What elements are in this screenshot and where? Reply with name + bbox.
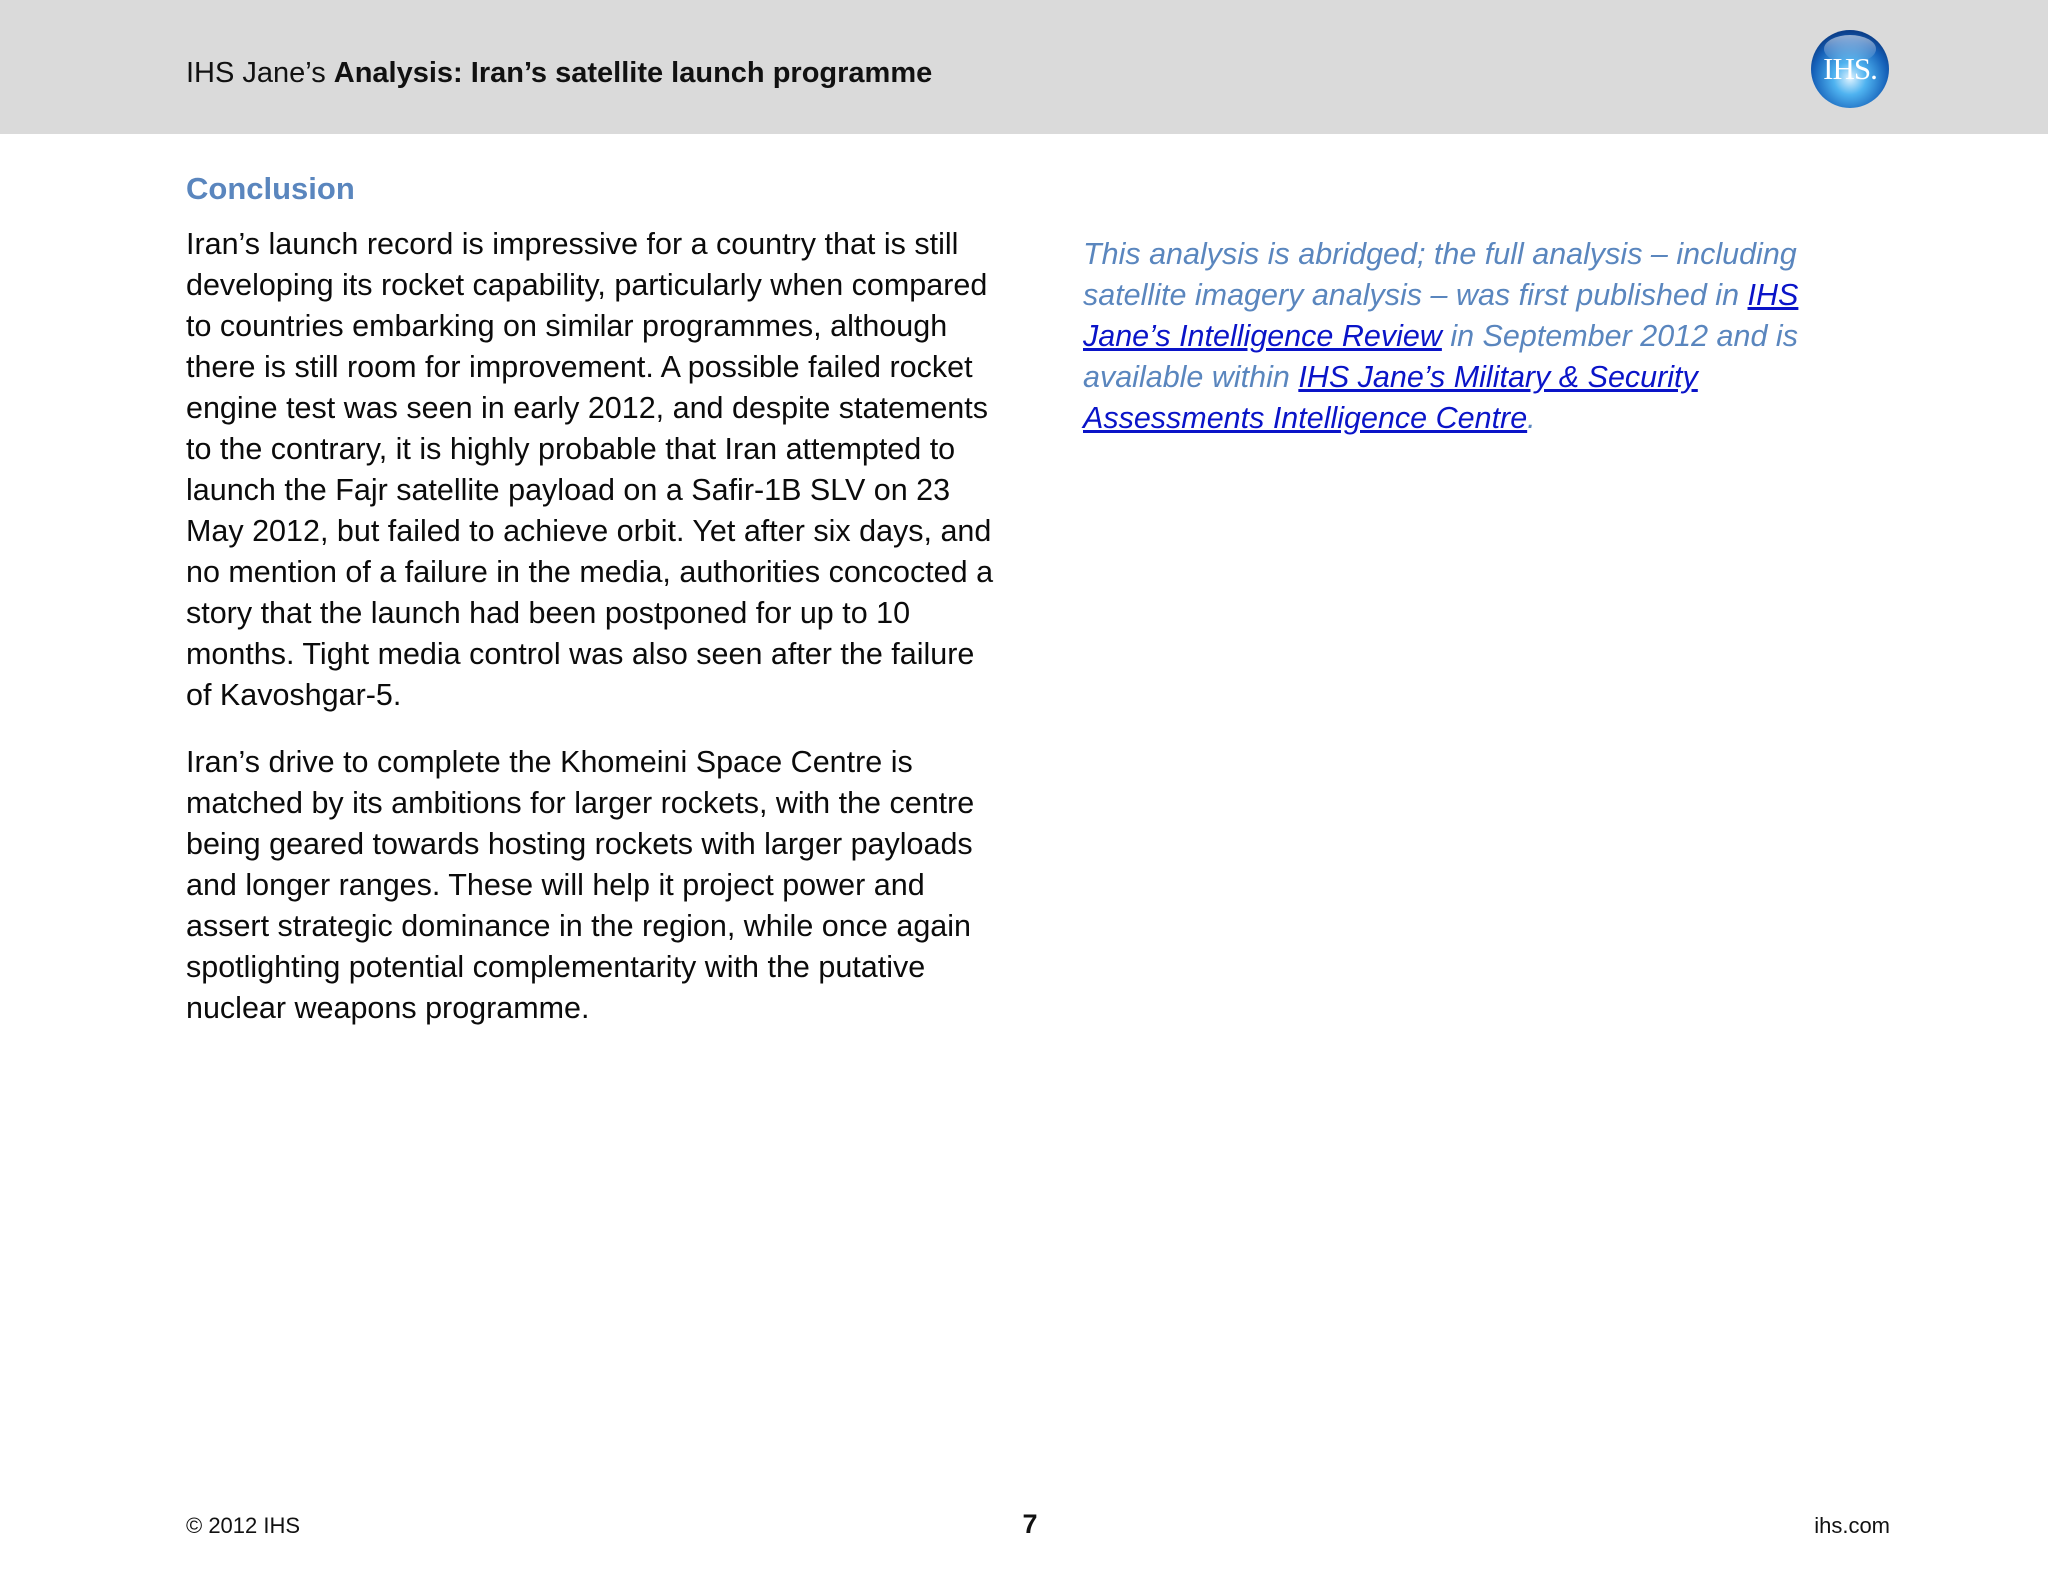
document-title	[186, 55, 932, 91]
abridged-note-text-2: in September 2012 and is available within	[1083, 319, 1798, 394]
link-intelligence-centre[interactable]: IHS Jane’s Military & Security Assessments Intelligence Centre	[1083, 360, 1698, 435]
page-header	[0, 0, 2048, 134]
abridged-note-text-3: .	[1527, 401, 1536, 435]
abridged-note-text-1: This analysis is abridged; the full analysis – including satellite imagery analysis – was first published in	[1083, 237, 1797, 312]
brand-prefix: IHS Jane’s	[186, 57, 334, 89]
title-bold: Analysis: Iran’s satellite launch programme	[333, 57, 933, 89]
footer-site: ihs.com	[1814, 1513, 1890, 1538]
footer-copyright: © 2012 IHS	[186, 1513, 301, 1538]
body-paragraph-1: Iran’s launch record is impressive for a country that is still developing its rocket capability, particularly when compared to countries embarking on similar programmes, although there is still room for improvement. A possible failed rocket engine test was seen in early 2012, and despite statements to the contrary, it is highly probable that Iran attempted to launch the Fajr satellite payload on a Safir-1B SLV on 23 May 2012, but failed to achieve orbit. Yet after six days, and no mention of a failure in the media, authorities concocted a story that the launch had been postponed for up to 10 months. Tight media control was also seen after the failure of Kavoshgar-5.	[186, 227, 994, 712]
ihs-logo	[1810, 29, 1890, 109]
page-number: 7	[1022, 1509, 1038, 1539]
body-paragraph-2: Iran’s drive to complete the Khomeini Space Centre is matched by its ambitions for larger rockets, with the centre being geared towards hosting rockets with larger payloads and longer ranges. These will help it project power and assert strategic dominance in the region, while once again spotlighting potential complementarity with the putative nuclear weapons programme.	[186, 745, 975, 1025]
abridged-note	[1083, 234, 1843, 439]
logo-text: IHS.	[1823, 51, 1877, 86]
link-intelligence-review[interactable]: IHS Jane’s Intelligence Review	[1083, 278, 1799, 353]
section-heading: Conclusion	[186, 171, 355, 206]
